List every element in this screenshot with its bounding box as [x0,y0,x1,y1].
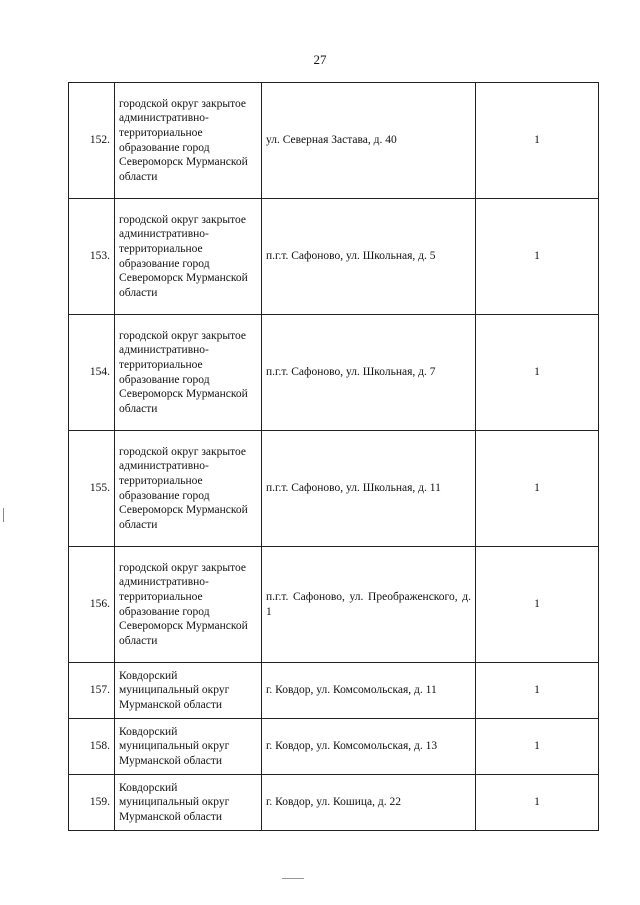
count-cell: 1 [476,315,599,431]
scan-edge-mark [3,508,4,522]
count-cell: 1 [476,547,599,663]
address-cell: г. Ковдор, ул. Кошица, д. 22 [262,775,476,831]
table-row [69,663,599,719]
row-number: 152. [69,83,115,199]
page-number: 27 [313,52,327,67]
address-cell: ул. Северная Застава, д. 40 [262,83,476,199]
address-cell: п.г.т. Сафоново, ул. Школьная, д. 7 [262,315,476,431]
table-row [69,775,599,831]
address-cell: г. Ковдор, ул. Комсомольская, д. 13 [262,719,476,775]
table-row [69,199,599,315]
row-number: 154. [69,315,115,431]
row-number: 153. [69,199,115,315]
row-number: 157. [69,663,115,719]
municipality-cell: Ковдорский муниципальный округ Мурманской области [115,663,262,719]
address-cell: п.г.т. Сафоново, ул. Школьная, д. 5 [262,199,476,315]
count-cell: 1 [476,431,599,547]
municipality-cell: Ковдорский муниципальный округ Мурманской области [115,719,262,775]
address-cell: г. Ковдор, ул. Комсомольская, д. 11 [262,663,476,719]
count-cell: 1 [476,663,599,719]
municipality-cell: городской округ закрытое административно-территориальное образование город Североморск Мурманской области [115,315,262,431]
municipality-cell: городской округ закрытое административно-территориальное образование город Североморск Мурманской области [115,431,262,547]
address-table [68,82,599,831]
footer-divider [282,878,304,879]
count-cell: 1 [476,199,599,315]
row-number: 158. [69,719,115,775]
municipality-cell: городской округ закрытое административно-территориальное образование город Североморск Мурманской области [115,547,262,663]
municipality-cell: Ковдорский муниципальный округ Мурманской области [115,775,262,831]
row-number: 159. [69,775,115,831]
address-cell: п.г.т. Сафоново, ул. Преображенского, д. 1 [262,547,476,663]
table-row [69,83,599,199]
count-cell: 1 [476,83,599,199]
address-cell: п.г.т. Сафоново, ул. Школьная, д. 11 [262,431,476,547]
table-row [69,315,599,431]
count-cell: 1 [476,775,599,831]
municipality-cell: городской округ закрытое административно-территориальное образование город Североморск Мурманской области [115,199,262,315]
row-number: 156. [69,547,115,663]
row-number: 155. [69,431,115,547]
table-row [69,431,599,547]
count-cell: 1 [476,719,599,775]
table-row [69,719,599,775]
municipality-cell: городской округ закрытое административно-территориальное образование город Североморск Мурманской области [115,83,262,199]
table-row [69,547,599,663]
